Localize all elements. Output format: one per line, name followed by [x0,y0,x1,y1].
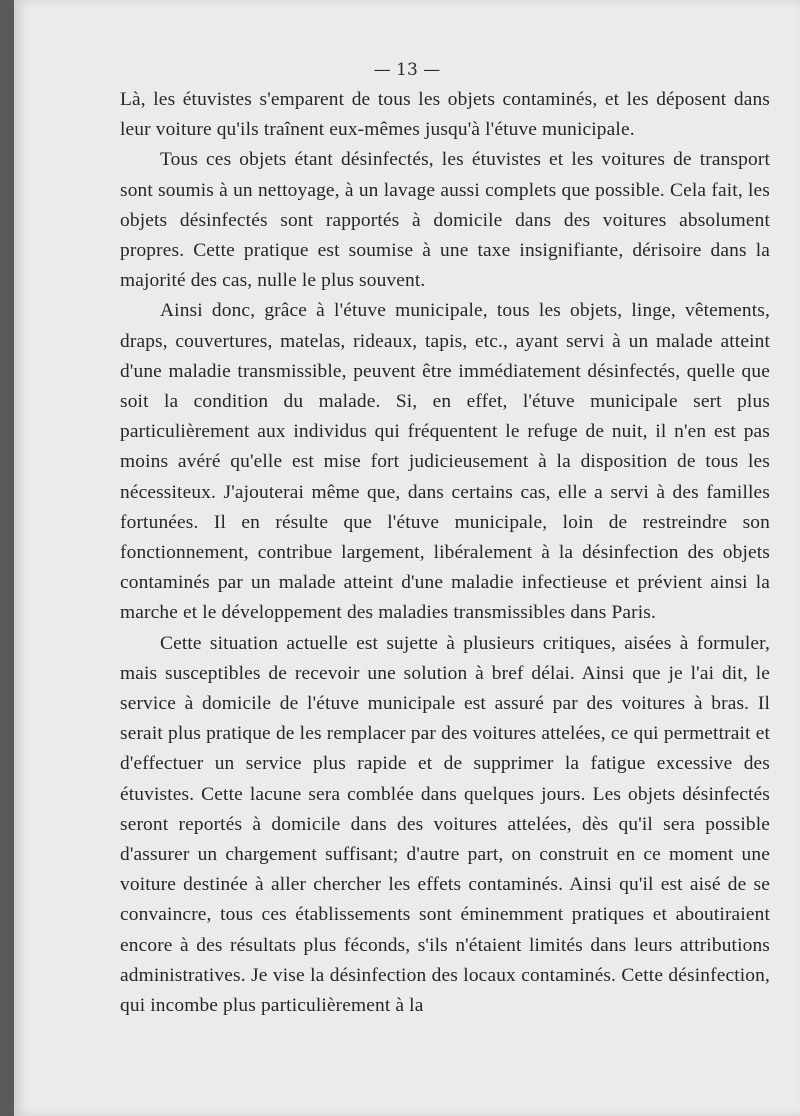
paragraph: Ainsi donc, grâce à l'étuve municipale, tous les objets, linge, vêtements, draps, couvertures, matelas, rideaux, tapis, etc., ayant servi à un malade atteint d'une maladie transmissible, peuvent être immédiatement désinfectés, quelle que soit la condition du malade. Si, en effet, l'étuve municipale sert plus particulièrement aux individus qui fréquentent le refuge de nuit, il n'en est pas moins avéré qu'elle est mise fort judicieusement à la disposition de tous les nécessiteux. J'ajouterai même que, dans certains cas, elle a servi à des familles fortunées. Il en résulte que l'étuve municipale, loin de restreindre son fonctionnement, contribue largement, libéralement à la désinfection des objets contaminés par un malade atteint d'une maladie infectieuse et prévient ainsi la marche et le développement des maladies transmissibles dans Paris. [120,300,770,624]
page-number: — 13 — [373,60,441,80]
book-page [14,0,800,1116]
paragraph: Cette situation actuelle est sujette à plusieurs critiques, aisées à formuler, mais susceptibles de recevoir une solution à bref délai. Ainsi que je l'ai dit, le service à domicile de l'étuve municipale est assuré par des voitures à bras. Il serait plus pratique de les remplacer par des voitures attelées, ce qui permettrait et d'effectuer un service plus rapide et de supprimer la fatigue excessive des étuvistes. Cette lacune sera comblée dans quelques jours. Les objets désinfectés seront reportés à domicile dans des voitures attelées, dès qu'il sera possible d'assurer un chargement suffisant; d'autre part, on construit en ce moment une voiture destinée à aller chercher les effets contaminés. Ainsi qu'il est aisé de se convaincre, tous ces établissements sont éminemment pratiques et aboutiraient encore à des résultats plus féconds, s'ils n'étaient limités dans leurs attributions administratives. Je vise la désinfection des locaux contaminés. Cette désinfection, qui incombe plus particulièrement à la [120,632,770,1017]
body-text [120,85,770,1021]
paragraph: Tous ces objets étant désinfectés, les étuvistes et les voitures de transport sont soumis à un nettoyage, à un lavage aussi complets que possible. Cela fait, les objets désinfectés sont rapportés à domicile dans des voitures absolument propres. Cette pratique est soumise à une taxe insignifiante, dérisoire dans la majorité des cas, nulle le plus souvent. [120,149,770,292]
paragraph: Là, les étuvistes s'emparent de tous les objets contaminés, et les déposent dans leur voiture qu'ils traînent eux-mêmes jusqu'à l'étuve municipale. [120,89,770,141]
